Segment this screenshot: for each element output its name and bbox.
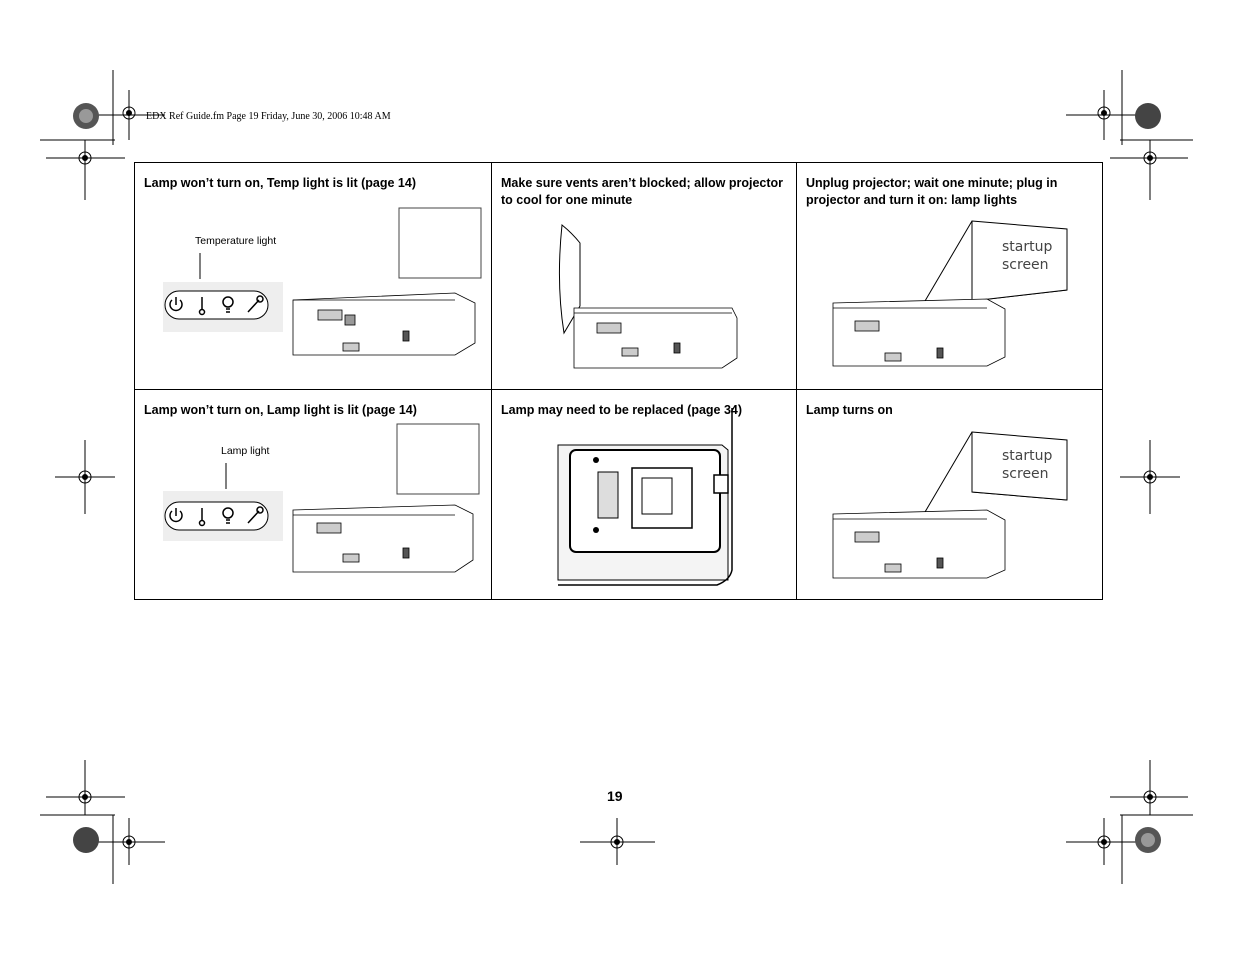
projector-rear-illustration	[833, 299, 1005, 366]
table-cell-lamp-light	[135, 390, 492, 600]
startup-screen-line1: startup	[1002, 448, 1053, 464]
lamp-module	[570, 450, 720, 552]
indicator-panel	[165, 502, 268, 530]
projector-rear-illustration	[574, 308, 737, 368]
table-row	[135, 390, 1103, 600]
callout-label: Lamp light	[221, 445, 270, 457]
lamp-light-illustration	[135, 390, 491, 600]
blank-screen	[399, 208, 481, 278]
projector-rear-illustration	[293, 505, 473, 572]
startup-illustration	[797, 163, 1102, 390]
cell-title: Unplug projector; wait one minute; plug in projector and turn it on: lamp lights	[806, 176, 1058, 207]
projector-rear-illustration	[833, 510, 1005, 578]
startup-screen-line1: startup	[1002, 239, 1053, 255]
projector-rear-illustration	[293, 293, 475, 355]
cell-title: Lamp won’t turn on, Lamp light is lit (page 14)	[144, 403, 417, 417]
vents-illustration	[492, 163, 796, 390]
temp-light-illustration	[135, 163, 491, 390]
file-info-header: EDX Ref Guide.fm Page 19 Friday, June 30, 2006 10:48 AM	[146, 111, 391, 122]
blank-screen	[397, 424, 479, 494]
startup-screen-line2: screen	[1002, 466, 1049, 482]
callout-label: Temperature light	[195, 235, 277, 247]
table-cell-unplug	[797, 163, 1103, 390]
table-cell-lamp-replace	[492, 390, 797, 600]
cell-title: Make sure vents aren’t blocked; allow projector to cool for one minute	[501, 176, 784, 207]
indicator-panel	[165, 291, 268, 319]
table-row	[135, 163, 1103, 390]
table-cell-lamp-on	[797, 390, 1103, 600]
cell-title: Lamp turns on	[806, 403, 893, 417]
startup-screen-line2: screen	[1002, 257, 1049, 273]
startup-illustration	[797, 390, 1102, 600]
lamp-compartment-illustration	[492, 390, 796, 600]
cell-title: Lamp may need to be replaced (page 34)	[501, 403, 743, 417]
table-cell-temp-light	[135, 163, 492, 390]
troubleshooting-table	[134, 162, 1103, 600]
table-cell-vents	[492, 163, 797, 390]
cell-title: Lamp won’t turn on, Temp light is lit (page 14)	[144, 176, 416, 190]
page-number: 19	[607, 788, 623, 804]
